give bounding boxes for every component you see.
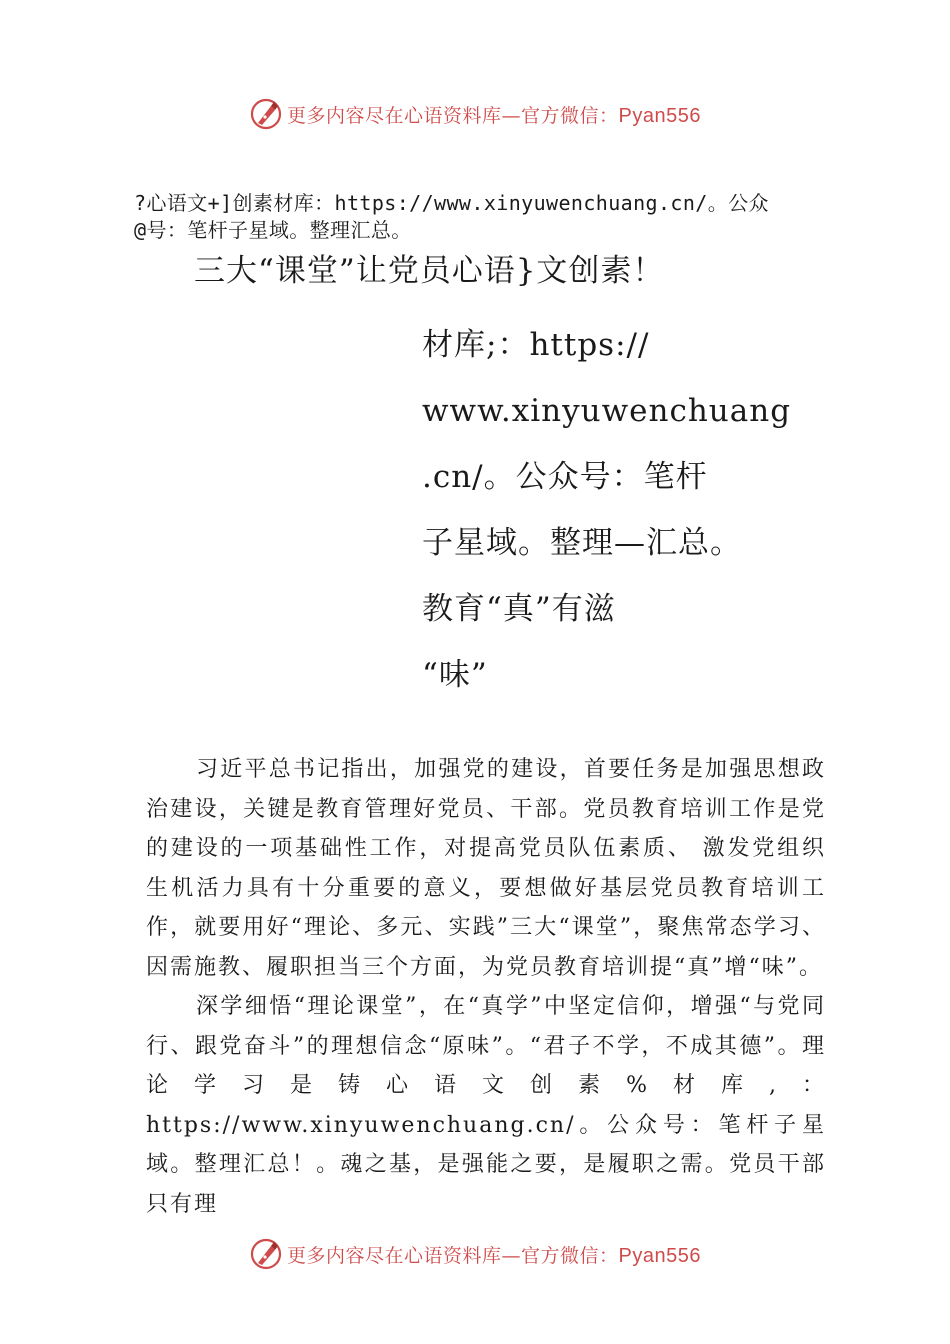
- bottom-banner: [0, 1234, 950, 1274]
- title-line: 教育“真”有滋: [422, 591, 616, 627]
- body-paragraph: 习近平总书记指出，加强党的建设，首要任务是加强思想政治建设，关键是教育管理好党员、干部。党员教育培训工作是党的建设的一项基础性工作，对提高党员队伍素质、 激发党组织生机活力具有十分重要的意义，要想做好基层党员教育培训工作，就要用好“理论、多元、实践”三大“课堂”，聚焦常态学习、因需施教、履职担当三个方面，为党员教育培训提“真”增“味”。: [146, 757, 826, 980]
- document-title: 三大“课堂”让党员心语}文创素！: [194, 253, 665, 289]
- banner-text: 更多内容尽在心语资料库—官方微信：Pyan556: [287, 104, 701, 127]
- pen-nib-logo-icon: [249, 1237, 283, 1271]
- title-line: 子星域。整理—汇总。: [422, 525, 742, 561]
- title-line: “味”: [422, 657, 488, 693]
- top-banner: [0, 94, 950, 134]
- title-continuation-block: [422, 312, 802, 708]
- banner-text: 更多内容尽在心语资料库—官方微信：Pyan556: [287, 1244, 701, 1267]
- header-note: ?心语文+]创素材库：https://www.xinyuwenchuang.cn/。公众 @号：笔杆子星域。整理汇总。: [134, 191, 769, 242]
- title-line: .cn/。公众号：笔杆: [422, 459, 708, 495]
- document-body: [146, 750, 826, 1224]
- pen-nib-logo-icon: [249, 97, 283, 131]
- body-paragraph: 深学细悟“理论课堂”，在“真学”中坚定信仰，增强“与党同行、跟党奋斗”的理想信念“原味”。“君子不学，不成其德”。理论学习是铸心语文创素%材库,：https://www.xinyuwenchuang.cn/。公众号：笔杆子星域。整理汇总！。魂之基，是强能之要，是履职之需。党员干部只有理: [146, 994, 826, 1217]
- title-line: 材库;：https://: [422, 327, 650, 363]
- title-line: www.xinyuwenchuang: [422, 393, 792, 429]
